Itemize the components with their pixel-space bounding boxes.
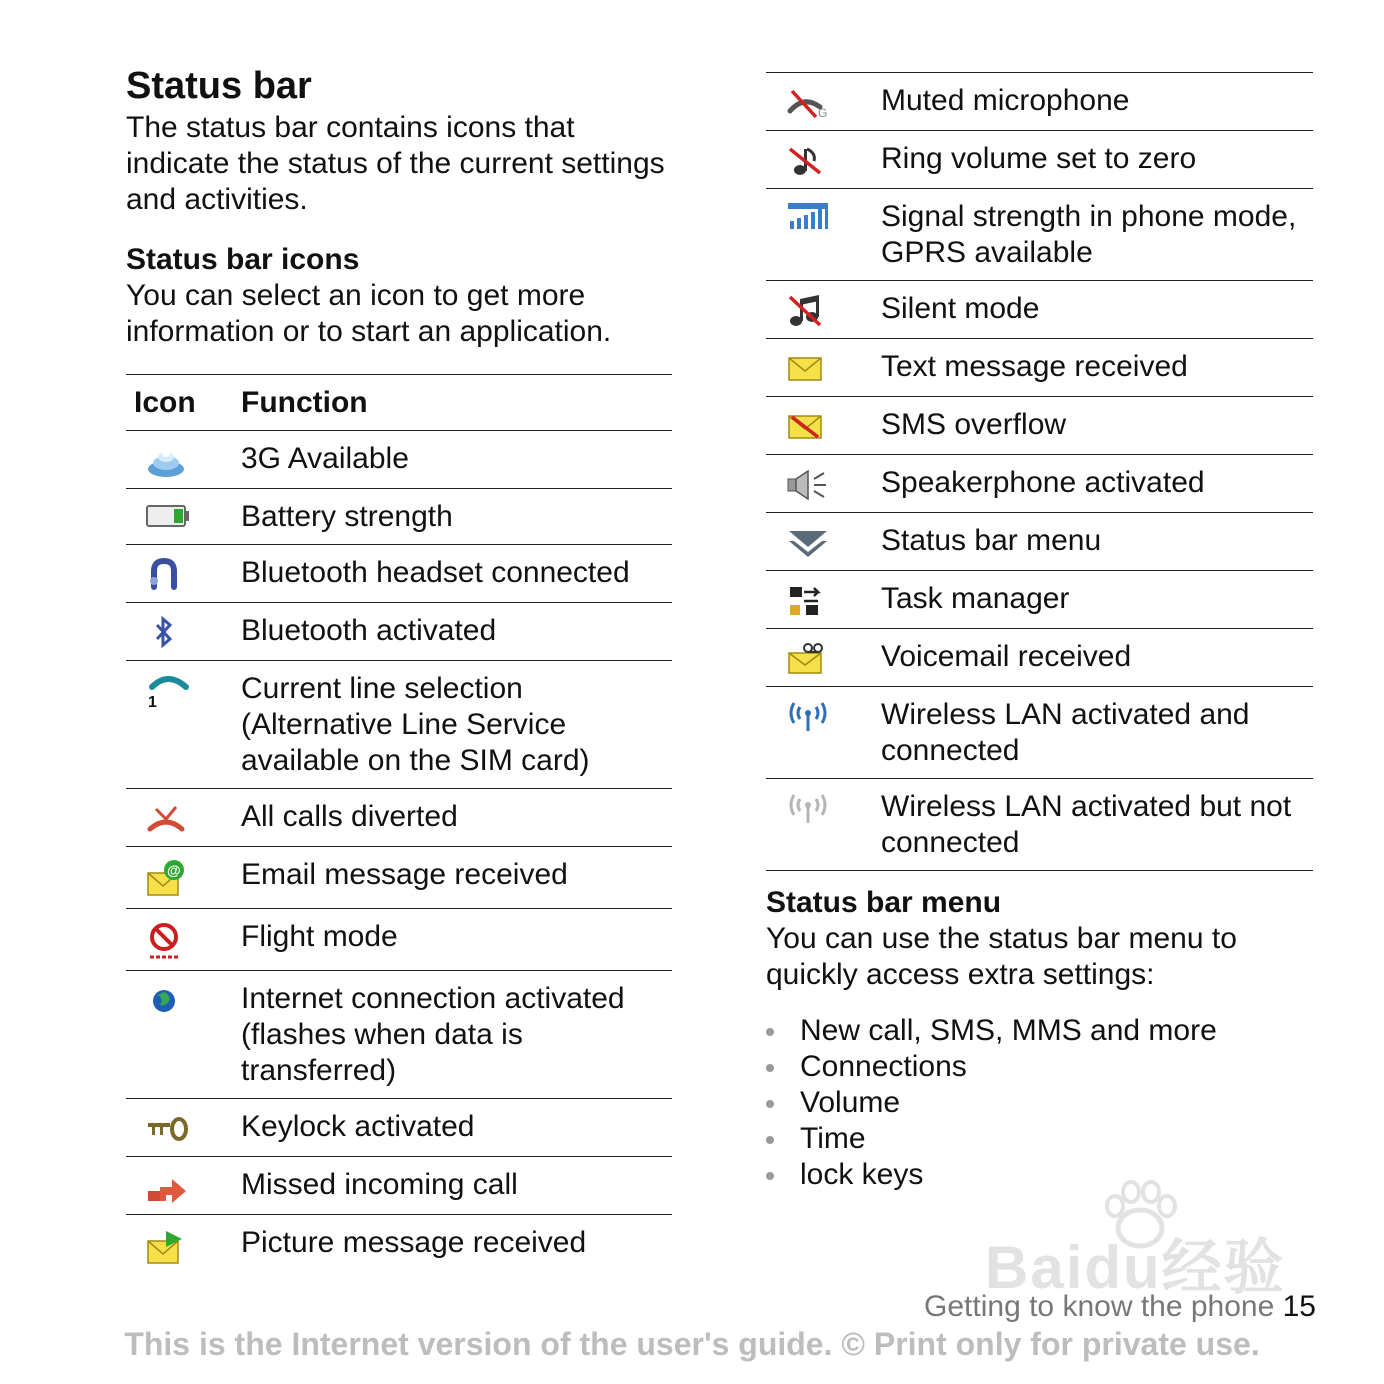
function-cell: Flight mode bbox=[241, 909, 672, 971]
table-row bbox=[766, 339, 1313, 397]
function-cell: Ring volume set to zero bbox=[881, 131, 1313, 189]
function-cell: 3G Available bbox=[241, 431, 672, 489]
right-column bbox=[766, 62, 1313, 1193]
bullet-icon bbox=[766, 1172, 774, 1180]
header-icon: Icon bbox=[126, 375, 241, 431]
signal-strength-icon bbox=[766, 201, 881, 231]
footer-section bbox=[924, 1290, 1316, 1324]
list-item: New call, SMS, MMS and more bbox=[766, 1013, 1313, 1049]
picture-message-icon bbox=[126, 1227, 241, 1267]
function-cell: Task manager bbox=[881, 571, 1313, 629]
function-cell: Text message received bbox=[881, 339, 1313, 397]
task-manager-icon bbox=[766, 583, 881, 619]
internet-globe-icon bbox=[126, 983, 241, 1019]
footer-section-title: Getting to know the phone bbox=[924, 1290, 1275, 1323]
icons-heading: Status bar icons bbox=[126, 243, 360, 276]
function-cell: Internet connection activated (flashes when data is transferred) bbox=[241, 971, 672, 1099]
bullet-icon bbox=[766, 1064, 774, 1072]
sms-overflow-icon bbox=[766, 409, 881, 445]
muted-microphone-icon bbox=[766, 85, 881, 121]
list-item: Time bbox=[766, 1121, 1313, 1157]
function-cell: Email message received bbox=[241, 847, 672, 909]
function-cell: Picture message received bbox=[241, 1215, 672, 1277]
missed-call-icon bbox=[126, 1169, 241, 1205]
table-row bbox=[126, 489, 672, 545]
bullet-icon bbox=[766, 1100, 774, 1108]
email-icon bbox=[126, 859, 241, 899]
table-row bbox=[766, 73, 1313, 131]
silent-mode-icon bbox=[766, 293, 881, 329]
svg-text:1: 1 bbox=[148, 694, 157, 709]
line-selection-icon bbox=[126, 673, 241, 709]
function-cell: All calls diverted bbox=[241, 789, 672, 847]
table-row bbox=[766, 455, 1313, 513]
disclaimer: This is the Internet version of the user's guide. © Print only for private use. bbox=[124, 1326, 1260, 1362]
function-cell: Battery strength bbox=[241, 489, 672, 545]
function-cell: Keylock activated bbox=[241, 1099, 672, 1157]
menu-heading: Status bar menu bbox=[766, 886, 1002, 919]
function-cell: Speakerphone activated bbox=[881, 455, 1313, 513]
voicemail-icon bbox=[766, 641, 881, 677]
bullet-icon bbox=[766, 1028, 774, 1036]
menu-text: You can use the status bar menu to quickly access extra settings: bbox=[766, 922, 1237, 991]
table-row bbox=[126, 971, 672, 1099]
icons-table-left bbox=[126, 374, 672, 1276]
table-row bbox=[126, 661, 672, 789]
intro-text: The status bar contains icons that indicate the status of the current settings and activities. bbox=[126, 111, 665, 216]
wlan-connected-icon bbox=[766, 699, 881, 735]
function-cell: Bluetooth activated bbox=[241, 603, 672, 661]
table-row bbox=[126, 1215, 672, 1277]
table-row bbox=[766, 131, 1313, 189]
keylock-icon bbox=[126, 1111, 241, 1147]
svg-text:@: @ bbox=[167, 862, 181, 878]
list-item: lock keys bbox=[766, 1157, 1313, 1193]
function-cell: SMS overflow bbox=[881, 397, 1313, 455]
table-row bbox=[766, 571, 1313, 629]
wlan-not-connected-icon bbox=[766, 791, 881, 827]
function-cell: Current line selection (Alternative Line Service available on the SIM card) bbox=[241, 661, 672, 789]
bluetooth-headset-icon bbox=[126, 557, 241, 593]
menu-list bbox=[766, 1013, 1313, 1193]
function-cell: Status bar menu bbox=[881, 513, 1313, 571]
page-number: 15 bbox=[1282, 1290, 1316, 1323]
svg-text:G: G bbox=[818, 106, 828, 120]
table-row bbox=[126, 545, 672, 603]
ring-volume-zero-icon bbox=[766, 143, 881, 179]
function-cell: Missed incoming call bbox=[241, 1157, 672, 1215]
table-row bbox=[766, 189, 1313, 281]
table-row bbox=[126, 1099, 672, 1157]
battery-icon bbox=[126, 501, 241, 531]
header-function: Function bbox=[241, 375, 672, 431]
table-row bbox=[766, 779, 1313, 871]
table-row bbox=[766, 629, 1313, 687]
table-row bbox=[126, 909, 672, 971]
bullet-icon bbox=[766, 1136, 774, 1144]
table-row bbox=[766, 513, 1313, 571]
calls-diverted-icon bbox=[126, 801, 241, 837]
bluetooth-icon bbox=[126, 615, 241, 651]
function-cell: Bluetooth headset connected bbox=[241, 545, 672, 603]
table-row bbox=[126, 789, 672, 847]
icons-table-right bbox=[766, 72, 1313, 871]
table-row bbox=[126, 1157, 672, 1215]
function-cell: Wireless LAN activated and connected bbox=[881, 687, 1313, 779]
function-cell: Muted microphone bbox=[881, 73, 1313, 131]
page-title: Status bar bbox=[126, 65, 312, 107]
text-message-icon bbox=[766, 351, 881, 387]
table-row bbox=[126, 603, 672, 661]
table-row bbox=[766, 687, 1313, 779]
icons-text: You can select an icon to get more information or to start an application. bbox=[126, 279, 612, 348]
status-bar-menu-icon bbox=[766, 525, 881, 561]
table-row bbox=[126, 431, 672, 489]
list-item: Connections bbox=[766, 1049, 1313, 1085]
left-column bbox=[126, 62, 672, 1276]
function-cell: Silent mode bbox=[881, 281, 1313, 339]
function-cell: Signal strength in phone mode, GPRS available bbox=[881, 189, 1313, 281]
3g-icon bbox=[126, 443, 241, 479]
speakerphone-icon bbox=[766, 467, 881, 503]
table-row bbox=[766, 397, 1313, 455]
watermark-text: Baidu经验 bbox=[985, 1234, 1286, 1301]
flight-mode-icon bbox=[126, 921, 241, 961]
table-row bbox=[766, 281, 1313, 339]
list-item: Volume bbox=[766, 1085, 1313, 1121]
table-header-row bbox=[126, 375, 672, 431]
function-cell: Voicemail received bbox=[881, 629, 1313, 687]
function-cell: Wireless LAN activated but not connected bbox=[881, 779, 1313, 871]
table-row bbox=[126, 847, 672, 909]
